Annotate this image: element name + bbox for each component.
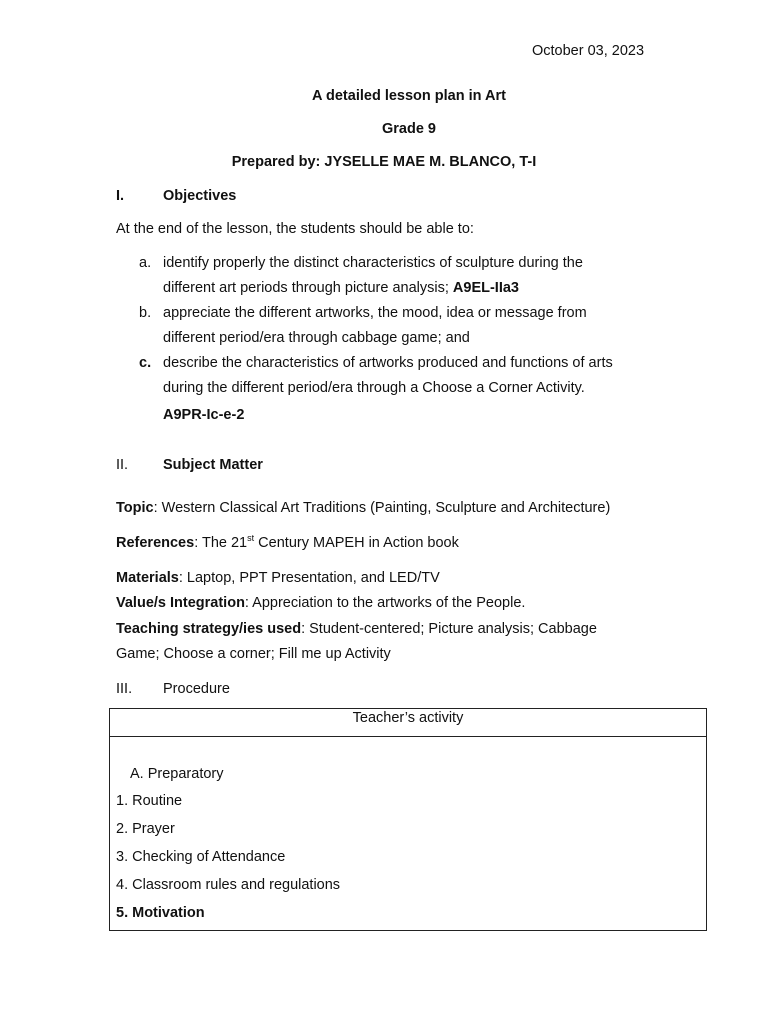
teaching-strategy-value: : Student-centered; Picture analysis; Cabbage <box>301 621 597 637</box>
procedure-table <box>109 708 707 931</box>
references-value-rest: Century MAPEH in Action book <box>254 535 459 551</box>
competency-code: A9EL-IIa3 <box>452 280 519 296</box>
section-heading-procedure: Procedure <box>163 681 230 697</box>
objective-marker: a. <box>139 255 152 271</box>
procedure-step: 3. Checking of Attendance <box>116 849 286 865</box>
motivation-step: 5. Motivation <box>116 905 205 921</box>
values-integration-label: Value/s Integration <box>116 595 245 611</box>
procedure-step: 2. Prayer <box>116 821 175 837</box>
objective-text: describe the characteristics of artworks produced and functions of arts <box>163 355 613 371</box>
competency-code: A9PR-Ic-e-2 <box>163 407 245 423</box>
objective-text: identify properly the distinct characteristics of sculpture during the <box>163 255 583 271</box>
section-heading-objectives: Objectives <box>163 188 237 204</box>
topic-label: Topic <box>116 500 154 516</box>
topic-line <box>116 500 610 516</box>
objective-text-continued <box>163 280 519 296</box>
topic-value: : Western Classical Art Traditions (Painting, Sculpture and Architecture) <box>153 500 611 516</box>
objective-text-continued: during the different period/era through a Choose a Corner Activity. <box>163 380 585 396</box>
references-superscript: st <box>247 533 255 543</box>
document-date: October 03, 2023 <box>532 43 645 59</box>
references-value: : The 21 <box>194 535 248 551</box>
materials-line <box>116 570 440 586</box>
materials-label: Materials <box>116 570 179 586</box>
values-integration-line <box>116 595 525 611</box>
objective-text-continued: different period/era through cabbage game; and <box>163 330 470 346</box>
materials-value: : Laptop, PPT Presentation, and LED/TV <box>178 570 440 586</box>
teaching-strategy-continued: Game; Choose a corner; Fill me up Activity <box>116 646 391 662</box>
table-header-teachers-activity: Teacher’s activity <box>110 709 706 737</box>
teaching-strategy-label: Teaching strategy/ies used <box>116 621 302 637</box>
document-title: A detailed lesson plan in Art <box>312 88 506 104</box>
objective-marker: b. <box>139 305 152 321</box>
objective-text-line: different art periods through picture analysis; <box>163 280 453 296</box>
preparatory-heading: A. Preparatory <box>130 766 224 782</box>
prepared-by: Prepared by: JYSELLE MAE M. BLANCO, T-I <box>231 154 537 170</box>
procedure-step: 1. Routine <box>116 793 183 809</box>
section-numeral-procedure: III. <box>116 681 133 697</box>
section-numeral-subject-matter: II. <box>116 457 129 473</box>
section-heading-subject-matter: Subject Matter <box>163 457 263 473</box>
grade-label: Grade 9 <box>382 121 436 137</box>
teaching-strategy-line <box>116 621 597 637</box>
section-numeral-objectives: I. <box>116 188 125 204</box>
references-line <box>116 535 459 551</box>
objective-marker: c. <box>139 355 152 371</box>
objectives-intro: At the end of the lesson, the students should be able to: <box>116 221 474 237</box>
objective-text: appreciate the different artworks, the mood, idea or message from <box>163 305 587 321</box>
references-label: References <box>116 535 195 551</box>
procedure-step: 4. Classroom rules and regulations <box>116 877 341 893</box>
values-integration-value: : Appreciation to the artworks of the People. <box>244 595 526 611</box>
